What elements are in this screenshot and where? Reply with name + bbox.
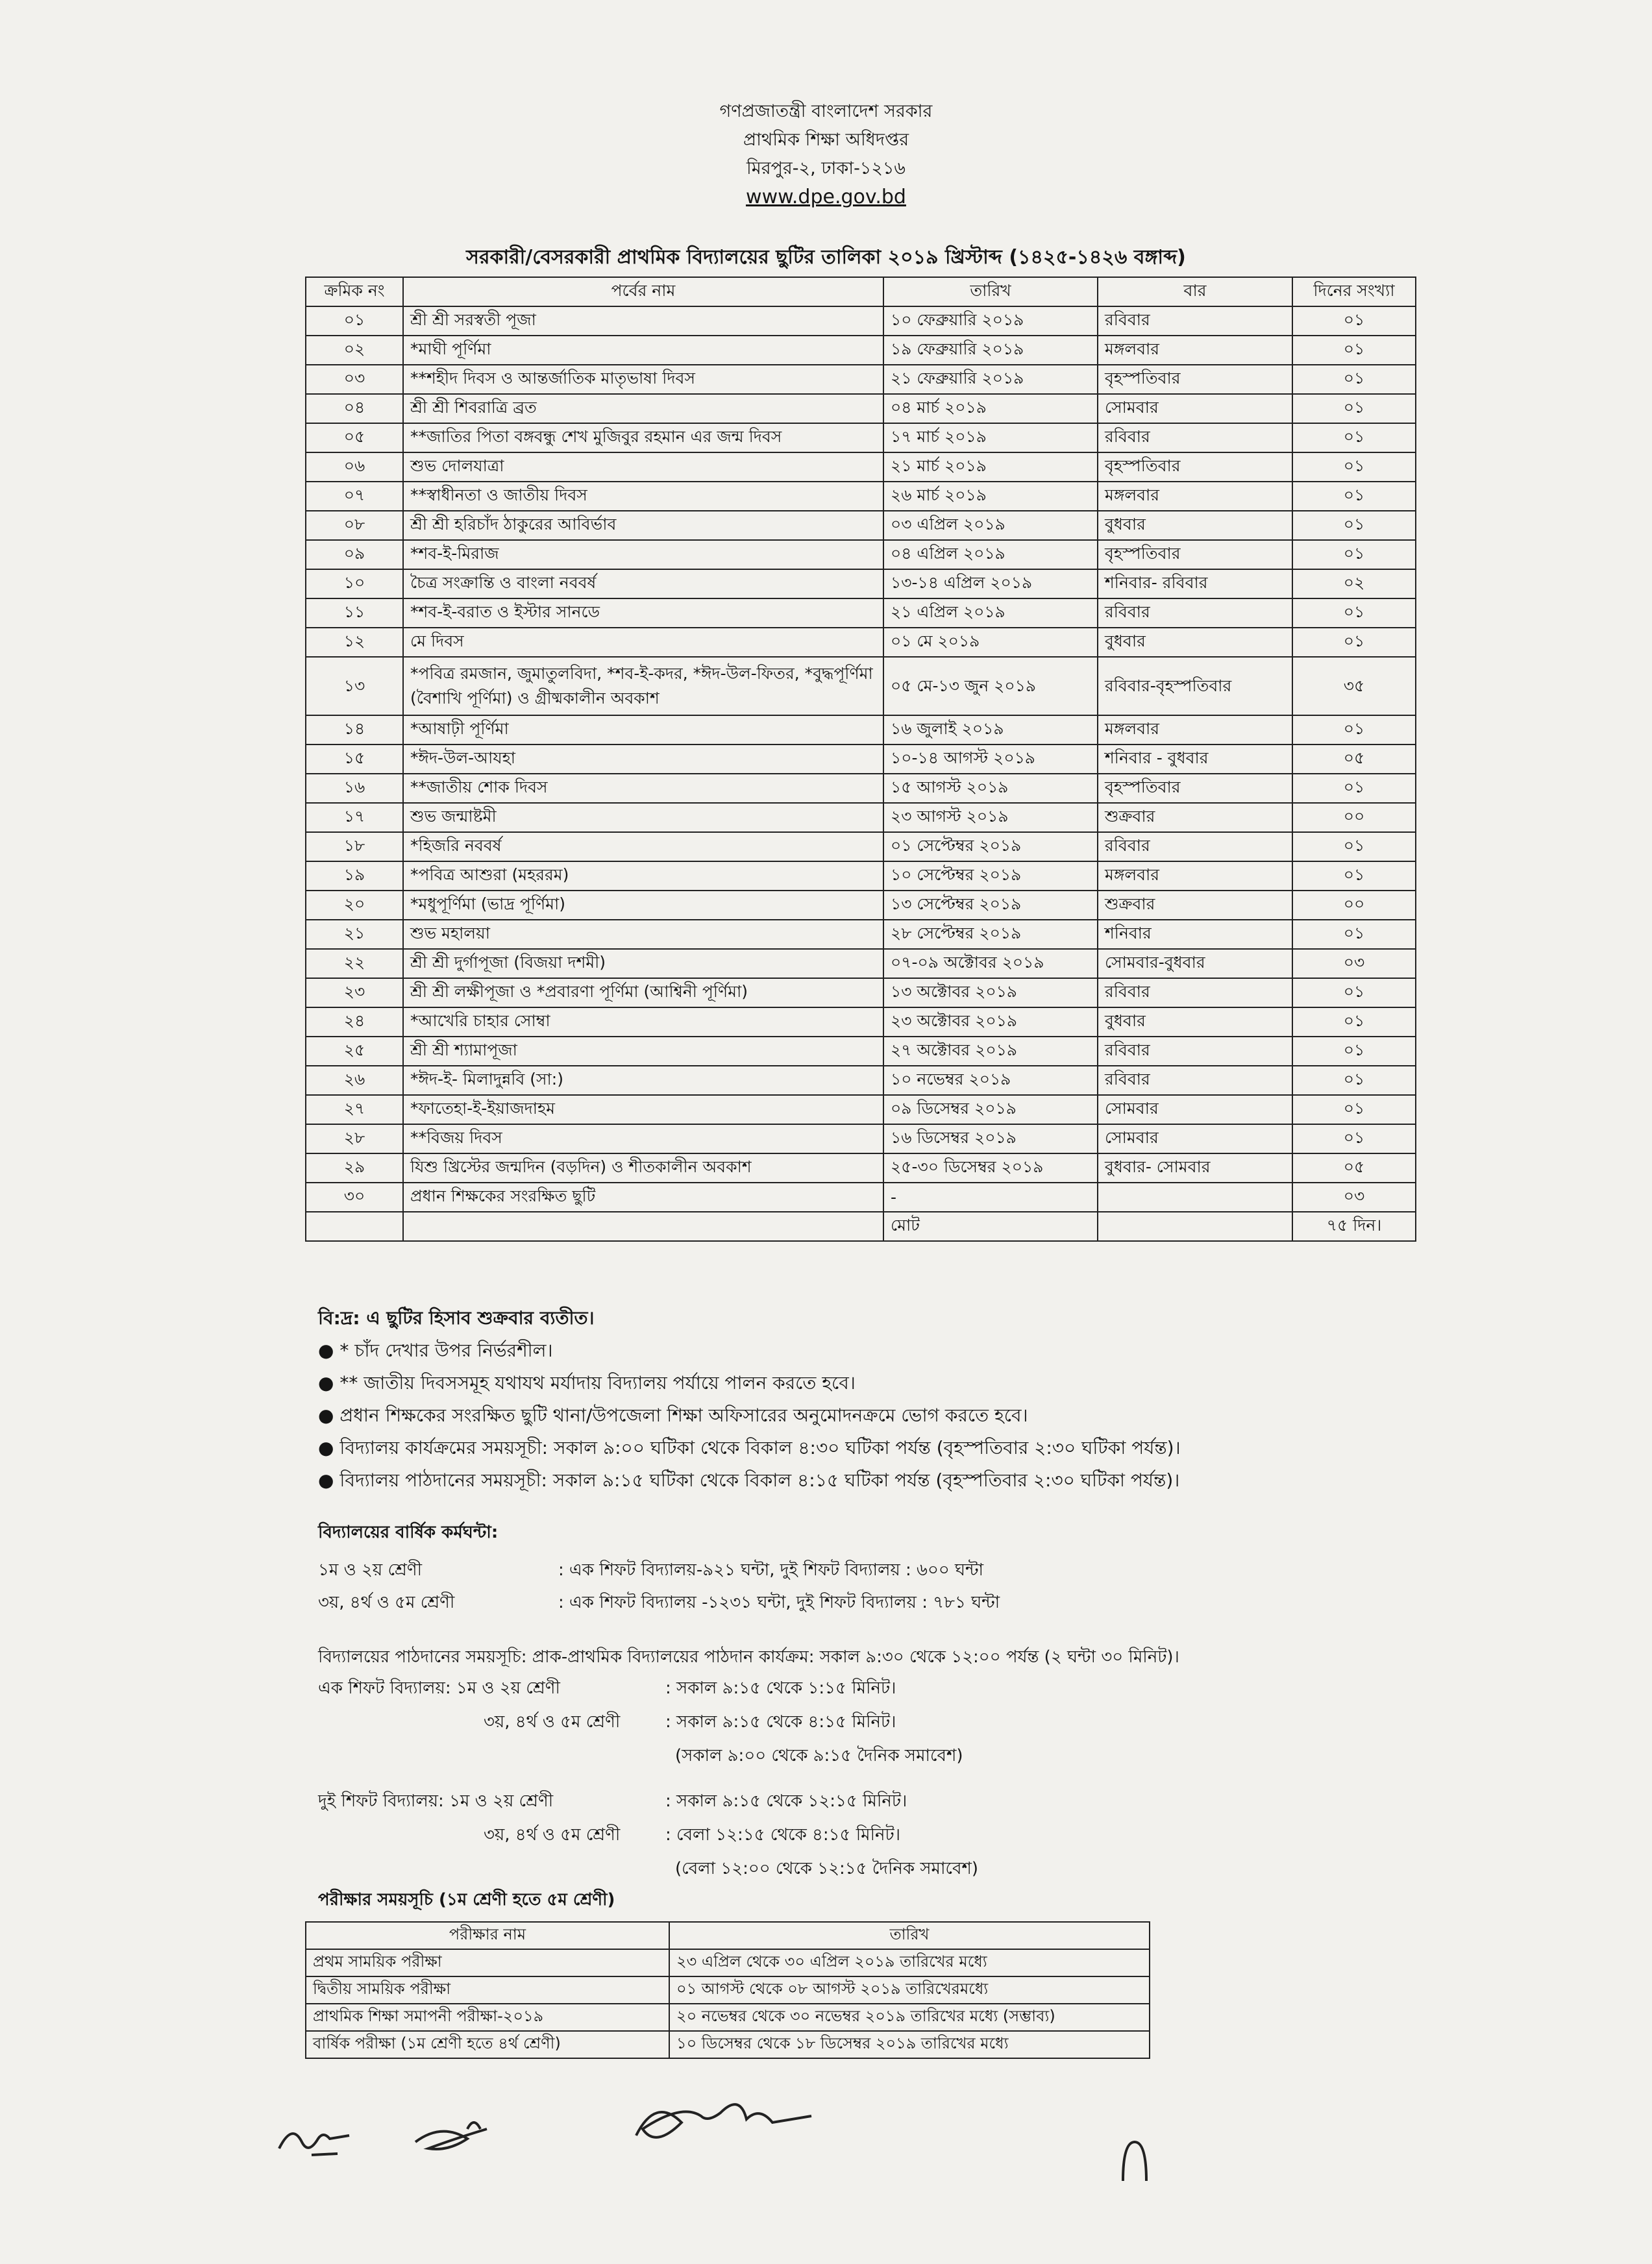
table-row [306, 774, 1416, 803]
date-cell: ০৯ ডিসেম্বর ২০১৯ [883, 1095, 1098, 1124]
table-row [306, 1037, 1416, 1066]
one-shift-assembly-note: (সকাল ৯:০০ থেকে ৯:১৫ দৈনিক সমাবেশ) [675, 1746, 963, 1766]
exam-heading: পরীক্ষার সময়সূচি (১ম শ্রেণী হতে ৫ম শ্রেণী) [318, 1890, 615, 1910]
serial-cell: ৩০ [306, 1183, 403, 1212]
festival-name-cell: শ্রী শ্রী দুর্গাপূজা (বিজয়া দশমী) [403, 949, 883, 978]
date-cell: ১০ ফেব্রুয়ারি ২০১৯ [883, 306, 1098, 336]
signature-2 [415, 2122, 487, 2149]
day-cell: বৃহস্পতিবার [1098, 774, 1292, 803]
day-cell: শনিবার [1098, 920, 1292, 949]
bullet-icon: ● [318, 1405, 334, 1426]
exam-date: ২৩ এপ্রিল থেকে ৩০ এপ্রিল ২০১৯ তারিখের মধ্যে [669, 1949, 1150, 1976]
days-count-cell: ০১ [1292, 978, 1416, 1007]
serial-cell: ১৮ [306, 832, 403, 861]
table-row [306, 1183, 1416, 1212]
date-cell: ২৫-৩০ ডিসেম্বর ২০১৯ [883, 1153, 1098, 1183]
total-label: মোট [883, 1212, 1098, 1241]
two-shift-time-1: : সকাল ৯:১৫ থেকে ১২:১৫ মিনিট। [665, 1791, 907, 1811]
one-shift-time-2: : সকাল ৯:১৫ থেকে ৪:১৫ মিনিট। [665, 1712, 896, 1732]
table-row [306, 657, 1416, 715]
day-cell: সোমবার [1098, 1124, 1292, 1153]
table-row [306, 482, 1416, 511]
serial-cell: ০১ [306, 306, 403, 336]
day-cell: বৃহস্পতিবার [1098, 452, 1292, 482]
days-count-cell: ০১ [1292, 1037, 1416, 1066]
serial-cell: ১২ [306, 628, 403, 657]
table-row [306, 1124, 1416, 1153]
day-cell: রবিবার [1098, 832, 1292, 861]
two-shift-label-2: ৩য়, ৪র্থ ও ৫ম শ্রেণী [484, 1825, 621, 1845]
date-cell: ১৬ জুলাই ২০১৯ [883, 715, 1098, 744]
serial-cell: ২১ [306, 920, 403, 949]
col-days-count: দিনের সংখ্যা [1292, 277, 1416, 306]
serial-cell: ১৬ [306, 774, 403, 803]
serial-cell: ০৮ [306, 511, 403, 540]
days-count-cell: ০১ [1292, 306, 1416, 336]
day-cell: শনিবার - বুধবার [1098, 744, 1292, 774]
date-cell: ১৩ সেপ্টেম্বর ২০১৯ [883, 891, 1098, 920]
day-cell: সোমবার-বুধবার [1098, 949, 1292, 978]
festival-name-cell: *মাঘী পূর্ণিমা [403, 336, 883, 365]
govt-name: গণপ্রজাতন্ত্রী বাংলাদেশ সরকার [719, 101, 933, 121]
table-row [306, 628, 1416, 657]
days-count-cell: ০১ [1292, 540, 1416, 569]
note-item: ● প্রধান শিক্ষকের সংরক্ষিত ছুটি থানা/উপজেলা শিক্ষা অফিসারের অনুমোদনক্রমে ভোগ করতে হবে। [318, 1405, 1028, 1426]
festival-name-cell: মে দিবস [403, 628, 883, 657]
table-row [306, 306, 1416, 336]
signature-1 [279, 2134, 349, 2155]
table-row [306, 1095, 1416, 1124]
bullet-icon: ● [318, 1340, 334, 1361]
festival-name-cell: *হিজরি নববর্ষ [403, 832, 883, 861]
notes-section [318, 1302, 1181, 1497]
days-count-cell: ০১ [1292, 1124, 1416, 1153]
two-shift-label: দুই শিফট বিদ্যালয়: ১ম ও ২য় শ্রেণী [318, 1791, 554, 1811]
date-cell: ১৫ আগস্ট ২০১৯ [883, 774, 1098, 803]
col-exam-name: পরীক্ষার নাম [306, 1922, 669, 1949]
table-row [306, 598, 1416, 628]
festival-name-cell: শুভ জন্মাষ্টমী [403, 803, 883, 832]
date-cell: - [883, 1183, 1098, 1212]
table-row [306, 891, 1416, 920]
table-row [306, 540, 1416, 569]
serial-cell: ২৬ [306, 1066, 403, 1095]
table-row [306, 861, 1416, 891]
festival-name-cell: শুভ দোলযাত্রা [403, 452, 883, 482]
serial-cell: ০৭ [306, 482, 403, 511]
exam-date: ০১ আগস্ট থেকে ০৮ আগস্ট ২০১৯ তারিখেরমধ্যে [669, 1976, 1150, 2004]
festival-name-cell: *ঈদ-উল-আযহা [403, 744, 883, 774]
day-cell: শুক্রবার [1098, 891, 1292, 920]
date-cell: ২৬ মার্চ ২০১৯ [883, 482, 1098, 511]
festival-name-cell: **বিজয় দিবস [403, 1124, 883, 1153]
days-count-cell: ০১ [1292, 1095, 1416, 1124]
festival-name-cell: শ্রী শ্রী হরিচাঁদ ঠাকুরের আবির্ভাব [403, 511, 883, 540]
festival-name-cell: **জাতীয় শোক দিবস [403, 774, 883, 803]
serial-cell: ২০ [306, 891, 403, 920]
signature-3 [636, 2104, 811, 2137]
festival-name-cell: শ্রী শ্রী শ্যামাপূজা [403, 1037, 883, 1066]
festival-name-cell: **জাতির পিতা বঙ্গবন্ধু শেখ মুজিবুর রহমান এর জন্ম দিবস [403, 423, 883, 452]
festival-name-cell: *পবিত্র রমজান, জুমাতুলবিদা, *শব-ই-কদর, *ঈদ-উল-ফিতর, *বুদ্ধপূর্ণিমা (বৈশাখি পূর্ণিমা) ও গ্রীষ্মকালীন অবকাশ [403, 657, 883, 715]
address: মিরপুর-২, ঢাকা-১২১৬ [746, 158, 906, 178]
day-cell: রবিবার-বৃহস্পতিবার [1098, 657, 1292, 715]
festival-name-cell: *ফাতেহা-ই-ইয়াজদাহম [403, 1095, 883, 1124]
two-shift-time-2: : বেলা ১২:১৫ থেকে ৪:১৫ মিনিট। [665, 1825, 900, 1845]
serial-cell: ২৯ [306, 1153, 403, 1183]
days-count-cell: ০১ [1292, 1066, 1416, 1095]
day-cell: মঙ্গলবার [1098, 482, 1292, 511]
serial-cell: ১৩ [306, 657, 403, 715]
festival-name-cell: শ্রী শ্রী সরস্বতী পূজা [403, 306, 883, 336]
exam-date: ১০ ডিসেম্বর থেকে ১৮ ডিসেম্বর ২০১৯ তারিখের মধ্যে [669, 2031, 1150, 2058]
table-row [306, 423, 1416, 452]
festival-name-cell: **স্বাধীনতা ও জাতীয় দিবস [403, 482, 883, 511]
table-row [306, 569, 1416, 598]
day-cell [1098, 1183, 1292, 1212]
day-cell: রবিবার [1098, 423, 1292, 452]
day-cell: রবিবার [1098, 1066, 1292, 1095]
days-count-cell: ০০ [1292, 803, 1416, 832]
days-count-cell: ৩৫ [1292, 657, 1416, 715]
days-count-cell: ০৩ [1292, 949, 1416, 978]
serial-cell: ২৮ [306, 1124, 403, 1153]
date-cell: ১৯ ফেব্রুয়ারি ২০১৯ [883, 336, 1098, 365]
table-row [306, 832, 1416, 861]
day-cell: বুধবার [1098, 628, 1292, 657]
date-cell: ০১ মে ২০১৯ [883, 628, 1098, 657]
table-row [306, 2004, 1150, 2031]
festival-name-cell: *পবিত্র আশুরা (মহররম) [403, 861, 883, 891]
date-cell: ২১ এপ্রিল ২০১৯ [883, 598, 1098, 628]
note-item: ● বিদ্যালয় কার্যক্রমের সময়সূচী: সকাল ৯:০০ ঘটিকা থেকে বিকাল ৪:৩০ ঘটিকা পর্যন্ত (বৃহস্পতিবার ২:৩০ ঘটিকা পর্যন্ত)। [318, 1437, 1181, 1458]
day-cell: রবিবার [1098, 306, 1292, 336]
table-row [306, 2031, 1150, 2058]
days-count-cell: ০১ [1292, 861, 1416, 891]
date-cell: ২৩ আগস্ট ২০১৯ [883, 803, 1098, 832]
day-cell: বুধবার- সোমবার [1098, 1153, 1292, 1183]
days-count-cell: ০৩ [1292, 1183, 1416, 1212]
table-row [306, 394, 1416, 423]
festival-name-cell: যিশু খ্রিস্টের জন্মদিন (বড়দিন) ও শীতকালীন অবকাশ [403, 1153, 883, 1183]
serial-cell: ২৩ [306, 978, 403, 1007]
table-row [306, 1976, 1150, 2004]
festival-name-cell: *শব-ই-বরাত ও ইস্টার সানডে [403, 598, 883, 628]
date-cell: ২৭ অক্টোবর ২০১৯ [883, 1037, 1098, 1066]
days-count-cell: ০১ [1292, 598, 1416, 628]
date-cell: ০১ সেপ্টেম্বর ২০১৯ [883, 832, 1098, 861]
serial-cell: ২৪ [306, 1007, 403, 1037]
festival-name-cell: চৈত্র সংক্রান্তি ও বাংলা নববর্ষ [403, 569, 883, 598]
date-cell: ২১ মার্চ ২০১৯ [883, 452, 1098, 482]
serial-cell: ০৯ [306, 540, 403, 569]
festival-name-cell: **শহীদ দিবস ও আন্তর্জাতিক মাতৃভাষা দিবস [403, 365, 883, 394]
signature-4 [1123, 2142, 1146, 2181]
days-count-cell: ০১ [1292, 336, 1416, 365]
days-count-cell: ০০ [1292, 891, 1416, 920]
serial-cell: ১৭ [306, 803, 403, 832]
festival-name-cell: *শব-ই-মিরাজ [403, 540, 883, 569]
date-cell: ১৭ মার্চ ২০১৯ [883, 423, 1098, 452]
table-row [306, 920, 1416, 949]
letterhead [0, 97, 1652, 212]
festival-name-cell: শুভ মহালয়া [403, 920, 883, 949]
bullet-icon: ● [318, 1372, 334, 1394]
days-count-cell: ০২ [1292, 569, 1416, 598]
serial-cell: ২৫ [306, 1037, 403, 1066]
festival-name-cell: *আখেরি চাহার সোম্বা [403, 1007, 883, 1037]
exam-name: দ্বিতীয় সাময়িক পরীক্ষা [306, 1976, 669, 2004]
day-cell: রবিবার [1098, 1037, 1292, 1066]
date-cell: ১০ সেপ্টেম্বর ২০১৯ [883, 861, 1098, 891]
serial-cell: ১৫ [306, 744, 403, 774]
day-cell: বুধবার [1098, 1007, 1292, 1037]
table-row [306, 744, 1416, 774]
festival-name-cell: শ্রী শ্রী লক্ষীপূজা ও *প্রবারণা পূর্ণিমা (আশ্বিনী পূর্ণিমা) [403, 978, 883, 1007]
date-cell: ০৪ মার্চ ২০১৯ [883, 394, 1098, 423]
col-festival: পর্বের নাম [403, 277, 883, 306]
day-cell: শুক্রবার [1098, 803, 1292, 832]
bullet-icon: ● [318, 1437, 334, 1458]
days-count-cell: ০১ [1292, 394, 1416, 423]
one-shift-label-2: ৩য়, ৪র্থ ও ৫ম শ্রেণী [484, 1712, 621, 1732]
serial-cell: ০৪ [306, 394, 403, 423]
table-row [306, 365, 1416, 394]
table-row [306, 1153, 1416, 1183]
day-cell: বৃহস্পতিবার [1098, 540, 1292, 569]
exam-name: প্রথম সাময়িক পরীক্ষা [306, 1949, 669, 1976]
days-count-cell: ০৫ [1292, 1153, 1416, 1183]
col-exam-date: তারিখ [669, 1922, 1150, 1949]
festival-name-cell: শ্রী শ্রী শিবরাত্রি ব্রত [403, 394, 883, 423]
work-hours-heading: বিদ্যালয়ের বার্ষিক কর্মঘন্টা: [318, 1523, 499, 1542]
bullet-icon: ● [318, 1470, 334, 1491]
department-name: প্রাথমিক শিক্ষা অধিদপ্তর [743, 130, 909, 150]
work-hours-row2-label: ৩য়, ৪র্থ ও ৫ম শ্রেণী [318, 1593, 455, 1612]
work-hours-row1-value: : এক শিফট বিদ্যালয়-৯২১ ঘন্টা, দুই শিফট বিদ্যালয় : ৬০০ ঘন্টা [558, 1560, 984, 1580]
table-row [306, 336, 1416, 365]
one-shift-label: এক শিফট বিদ্যালয়: ১ম ও ২য় শ্রেণী [318, 1679, 560, 1698]
total-value: ৭৫ দিন। [1292, 1212, 1416, 1241]
day-cell: রবিবার [1098, 978, 1292, 1007]
days-count-cell: ০১ [1292, 774, 1416, 803]
exam-table-header [306, 1922, 1150, 1949]
days-count-cell: ০১ [1292, 715, 1416, 744]
serial-cell: ০৫ [306, 423, 403, 452]
days-count-cell: ০১ [1292, 511, 1416, 540]
serial-cell: ২৭ [306, 1095, 403, 1124]
day-cell: বুধবার [1098, 511, 1292, 540]
exam-name: বার্ষিক পরীক্ষা (১ম শ্রেণী হতে ৪র্থ শ্রেণী) [306, 2031, 669, 2058]
days-count-cell: ০১ [1292, 832, 1416, 861]
holiday-total-row [306, 1212, 1416, 1241]
holiday-table [305, 277, 1416, 1242]
day-cell: সোমবার [1098, 394, 1292, 423]
day-cell: রবিবার [1098, 598, 1292, 628]
exam-date: ২০ নভেম্বর থেকে ৩০ নভেম্বর ২০১৯ তারিখের মধ্যে (সম্ভাব্য) [669, 2004, 1150, 2031]
festival-name-cell: *মধুপূর্ণিমা (ভাদ্র পূর্ণিমা) [403, 891, 883, 920]
note-item: ● ** জাতীয় দিবসসমূহ যথাযথ মর্যাদায় বিদ্যালয় পর্যায়ে পালন করতে হবে। [318, 1372, 856, 1394]
serial-cell: ০৬ [306, 452, 403, 482]
day-cell: মঙ্গলবার [1098, 336, 1292, 365]
one-shift-time-1: : সকাল ৯:১৫ থেকে ১:১৫ মিনিট। [665, 1679, 896, 1698]
day-cell: মঙ্গলবার [1098, 861, 1292, 891]
day-cell: সোমবার [1098, 1095, 1292, 1124]
serial-cell: ০২ [306, 336, 403, 365]
holiday-table-header [306, 277, 1416, 306]
date-cell: ১৩-১৪ এপ্রিল ২০১৯ [883, 569, 1098, 598]
serial-cell: ১১ [306, 598, 403, 628]
date-cell: ০৭-০৯ অক্টোবর ২০১৯ [883, 949, 1098, 978]
days-count-cell: ০৫ [1292, 744, 1416, 774]
date-cell: ০৪ এপ্রিল ২০১৯ [883, 540, 1098, 569]
table-row [306, 803, 1416, 832]
col-date: তারিখ [883, 277, 1098, 306]
exam-table [305, 1921, 1150, 2059]
col-day: বার [1098, 277, 1292, 306]
day-cell: বৃহস্পতিবার [1098, 365, 1292, 394]
note-item: ● * চাঁদ দেখার উপর নির্ভরশীল। [318, 1340, 553, 1361]
days-count-cell: ০১ [1292, 920, 1416, 949]
work-hours-row1-label: ১ম ও ২য় শ্রেণী [318, 1560, 423, 1580]
days-count-cell: ০১ [1292, 628, 1416, 657]
table-row [306, 949, 1416, 978]
date-cell: ১০ নভেম্বর ২০১৯ [883, 1066, 1098, 1095]
serial-cell: ১০ [306, 569, 403, 598]
col-serial: ক্রমিক নং [306, 277, 403, 306]
festival-name-cell: *আষাঢ়ী পূর্ণিমা [403, 715, 883, 744]
table-row [306, 1066, 1416, 1095]
two-shift-assembly-note: (বেলা ১২:০০ থেকে ১২:১৫ দৈনিক সমাবেশ) [675, 1859, 978, 1878]
table-row [306, 715, 1416, 744]
days-count-cell: ০১ [1292, 365, 1416, 394]
day-cell: মঙ্গলবার [1098, 715, 1292, 744]
nb-note: বি:দ্র: এ ছুটির হিসাব শুক্রবার ব্যতীত। [318, 1307, 595, 1329]
table-row [306, 511, 1416, 540]
serial-cell: ২২ [306, 949, 403, 978]
serial-cell: ১৪ [306, 715, 403, 744]
date-cell: ১০-১৪ আগস্ট ২০১৯ [883, 744, 1098, 774]
note-item: ● বিদ্যালয় পাঠদানের সময়সূচী: সকাল ৯:১৫ ঘটিকা থেকে বিকাল ৪:১৫ ঘটিকা পর্যন্ত (বৃহস্পতিবার ২:৩০ ঘটিকা পর্যন্ত)। [318, 1470, 1180, 1491]
date-cell: ০৩ এপ্রিল ২০১৯ [883, 511, 1098, 540]
serial-cell: ১৯ [306, 861, 403, 891]
table-row [306, 978, 1416, 1007]
date-cell: ১৬ ডিসেম্বর ২০১৯ [883, 1124, 1098, 1153]
work-hours-row2-value: : এক শিফট বিদ্যালয় -১২৩১ ঘন্টা, দুই শিফট বিদ্যালয় : ৭৮১ ঘন্টা [558, 1593, 1000, 1612]
days-count-cell: ০১ [1292, 452, 1416, 482]
signatures [273, 2084, 1246, 2200]
website-link[interactable]: www.dpe.gov.bd [746, 186, 906, 208]
festival-name-cell: প্রধান শিক্ষকের সংরক্ষিত ছুটি [403, 1183, 883, 1212]
date-cell: ২৮ সেপ্টেম্বর ২০১৯ [883, 920, 1098, 949]
table-row [306, 1007, 1416, 1037]
date-cell: ২৩ অক্টোবর ২০১৯ [883, 1007, 1098, 1037]
festival-name-cell: *ঈদ-ই- মিলাদুন্নবি (সা:) [403, 1066, 883, 1095]
date-cell: ০৫ মে-১৩ জুন ২০১৯ [883, 657, 1098, 715]
day-cell: শনিবার- রবিবার [1098, 569, 1292, 598]
table-row [306, 452, 1416, 482]
days-count-cell: ০১ [1292, 1007, 1416, 1037]
table-row [306, 1949, 1150, 1976]
days-count-cell: ০১ [1292, 482, 1416, 511]
date-cell: ২১ ফেব্রুয়ারি ২০১৯ [883, 365, 1098, 394]
document-title: সরকারী/বেসরকারী প্রাথমিক বিদ্যালয়ের ছুটির তালিকা ২০১৯ খ্রিস্টাব্দ (১৪২৫-১৪২৬ বঙ্গাব্দ) [466, 246, 1186, 269]
serial-cell: ০৩ [306, 365, 403, 394]
schedule-heading: বিদ্যালয়ের পাঠদানের সময়সূচি: প্রাক-প্রাথমিক বিদ্যালয়ের পাঠদান কার্যক্রম: সকাল ৯:৩০ থেকে ১২:০০ পর্যন্ত (২ ঘন্টা ৩০ মিনিট)। [318, 1647, 1179, 1667]
days-count-cell: ০১ [1292, 423, 1416, 452]
exam-name: প্রাথমিক শিক্ষা সমাপনী পরীক্ষা-২০১৯ [306, 2004, 669, 2031]
date-cell: ১৩ অক্টোবর ২০১৯ [883, 978, 1098, 1007]
